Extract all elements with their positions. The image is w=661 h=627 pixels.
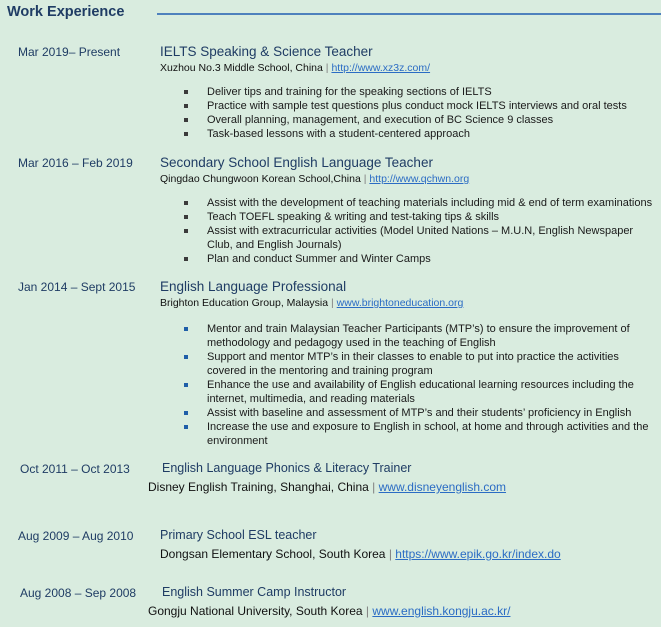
job-date: Mar 2016 – Feb 2019 (18, 156, 133, 170)
org-link[interactable]: www.brightoneducation.org (336, 297, 464, 309)
bullet-icon (184, 201, 188, 205)
section-title: Work Experience (7, 4, 125, 20)
job-title: English Language Phonics & Literacy Trainer (162, 461, 412, 475)
list-item: Practice with sample test questions plus conduct mock IELTS interviews and oral tests (0, 99, 661, 113)
bullet-icon (184, 355, 188, 359)
bullet-list (0, 322, 661, 448)
org-name: Disney English Training, Shanghai, China (148, 480, 369, 494)
separator: | (363, 173, 367, 185)
bullet-icon (184, 104, 188, 108)
bullet-icon (184, 257, 188, 261)
job-date: Aug 2008 – Sep 2008 (20, 586, 137, 600)
job-title: IELTS Speaking & Science Teacher (160, 44, 373, 59)
org-link[interactable]: www.english.kongju.ac.kr/ (372, 604, 511, 618)
job-title: Primary School ESL teacher (160, 528, 317, 542)
job-org (160, 173, 469, 185)
job-org (148, 604, 510, 618)
separator: | (325, 62, 329, 74)
list-item: Plan and conduct Summer and Winter Camps (0, 252, 661, 266)
separator: | (331, 297, 334, 309)
list-item: Overall planning, management, and execution of BC Science 9 classes (0, 113, 661, 127)
org-name: Qingdao Chungwoon Korean School,China (160, 173, 361, 185)
job-org (160, 297, 463, 309)
org-name: Xuzhou No.3 Middle School, China (160, 62, 323, 74)
list-item: Assist with the development of teaching materials including mid & end of term examinations (0, 196, 661, 210)
list-item: Mentor and train Malaysian Teacher Participants (MTP’s) to ensure the improvement of methodology and pedagogy used in the teaching of English (0, 322, 661, 350)
bullet-icon (184, 215, 188, 219)
list-item: Support and mentor MTP’s in their classes to enable to put into practice the activities covered in the mentoring and training program (0, 350, 661, 378)
bullet-icon (184, 118, 188, 122)
bullet-list (0, 196, 661, 266)
job-title: English Summer Camp Instructor (162, 585, 347, 599)
list-item: Assist with extracurricular activities (Model United Nations – M.U.N, English Newspaper Club, and English Journals) (0, 224, 661, 252)
job-org (148, 480, 506, 494)
job-title: Secondary School English Language Teacher (160, 155, 433, 170)
bullet-list (0, 85, 661, 141)
org-link[interactable]: http://www.xz3z.com/ (331, 62, 431, 74)
list-item: Teach TOEFL speaking & writing and test-taking tips & skills (0, 210, 661, 224)
job-org (160, 62, 430, 74)
org-name: Gongju National University, South Korea (148, 604, 363, 618)
bullet-icon (184, 425, 188, 429)
separator: | (372, 480, 376, 494)
list-item: Deliver tips and training for the speaking sections of IELTS (0, 85, 661, 99)
bullet-icon (184, 229, 188, 233)
job-org (160, 547, 561, 561)
section-divider (157, 13, 661, 15)
list-item: Increase the use and exposure to English in school, at home and through activities and the environment (0, 420, 661, 448)
org-name: Brighton Education Group, Malaysia (160, 297, 329, 309)
separator: | (388, 547, 392, 561)
job-date: Jan 2014 – Sept 2015 (18, 280, 136, 294)
list-item: Enhance the use and availability of English educational learning resources including the internet, multimedia, and reading materials (0, 378, 661, 406)
job-date: Oct 2011 – Oct 2013 (20, 462, 130, 476)
bullet-icon (184, 90, 188, 94)
job-date: Aug 2009 – Aug 2010 (18, 529, 134, 543)
job-date: Mar 2019– Present (18, 45, 121, 59)
org-link[interactable]: www.disneyenglish.com (378, 480, 507, 494)
bullet-icon (184, 132, 188, 136)
org-link[interactable]: http://www.qchwn.org (369, 173, 470, 185)
job-title: English Language Professional (160, 279, 347, 294)
org-link[interactable]: https://www.epik.go.kr/index.do (395, 547, 561, 561)
list-item: Task-based lessons with a student-centered approach (0, 127, 661, 141)
bullet-icon (184, 411, 188, 415)
bullet-icon (184, 383, 188, 387)
separator: | (365, 604, 370, 618)
bullet-icon (184, 327, 188, 331)
org-name: Dongsan Elementary School, South Korea (160, 547, 386, 561)
list-item: Assist with baseline and assessment of MTP’s and their students’ proficiency in English (0, 406, 661, 420)
